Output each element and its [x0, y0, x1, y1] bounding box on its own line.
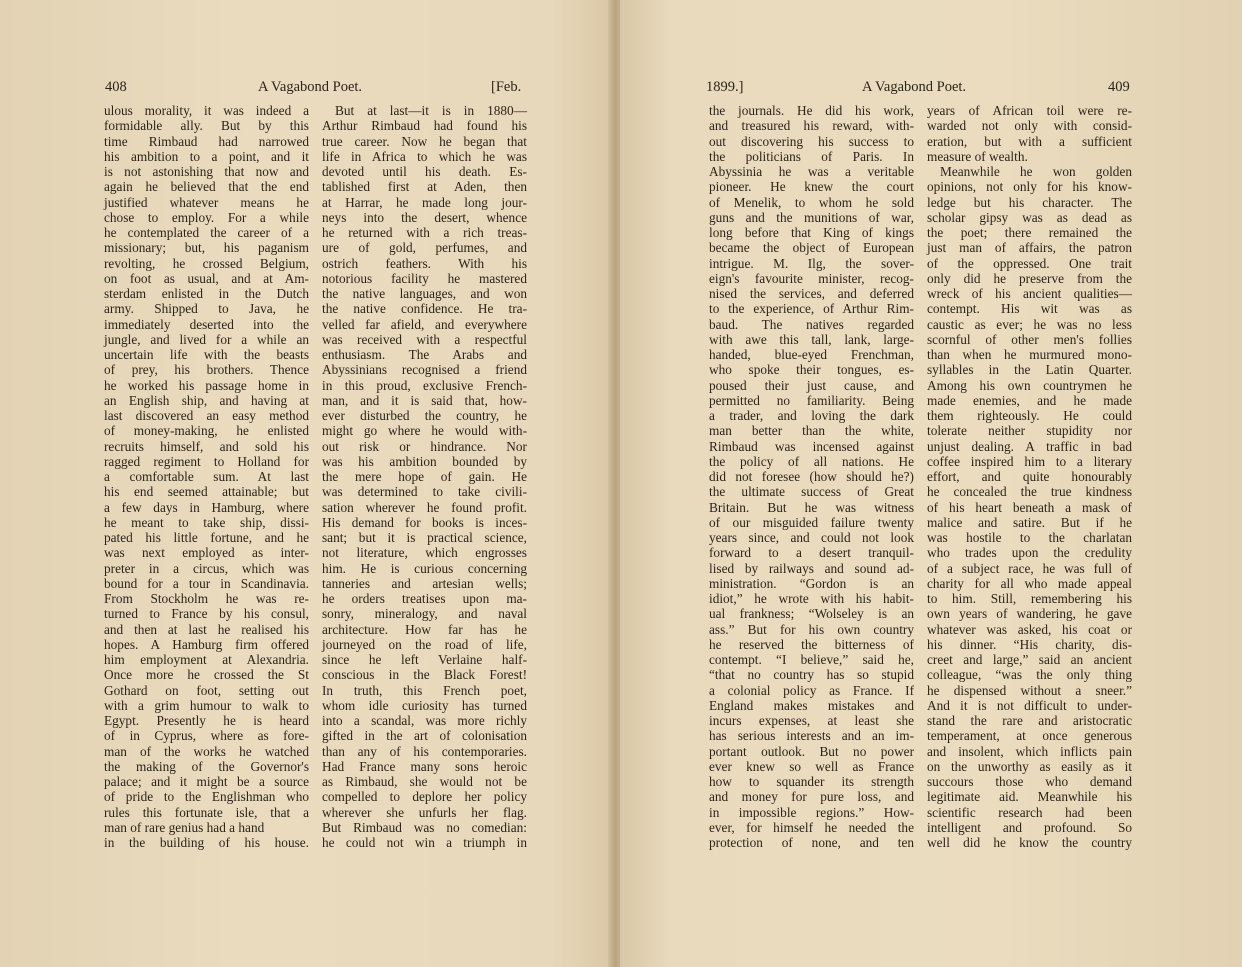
text-line: he dispensed without a sneer.” [927, 682, 1132, 698]
text-line: army. Shipped to Java, he [104, 301, 309, 317]
text-line: the native confidence. He tra- [322, 301, 527, 317]
text-line: jungle, and lived for a while an [104, 331, 309, 347]
text-line: to the experience, of Arthur Rim- [709, 301, 914, 317]
text-line: life in Africa to which he was [322, 148, 527, 164]
text-line: man of rare genius had a hand [104, 819, 265, 835]
text-line: Arthur Rimbaud had found his [322, 118, 527, 134]
text-line: revolting, he crossed Belgium, [104, 255, 309, 271]
text-line: the native languages, and won [322, 286, 527, 301]
text-line: turned to France by his consul, [104, 606, 309, 622]
text-line: is not astonishing that now and [104, 164, 309, 179]
text-line: Gothard on foot, setting out [104, 682, 309, 698]
text-line: ass.” But for his own country [709, 621, 914, 637]
text-line: Abyssinians recognised a friend [322, 362, 527, 378]
text-line: rules this fortunate isle, that a [104, 804, 309, 820]
text-line: In truth, this French poet, [322, 682, 527, 698]
text-line: intrigue. M. Ilg, the sover- [709, 255, 914, 271]
text-line: his dinner. “His charity, dis- [927, 636, 1132, 652]
text-line: has serious interests and an im- [709, 728, 914, 744]
text-line: made enemies, and he made [927, 392, 1132, 408]
text-line: the making of the Governor's [104, 758, 309, 774]
text-line: missionary; but, his paganism [104, 240, 309, 256]
text-line: whom idle curiosity has turned [322, 697, 527, 713]
text-line: was next employed as inter- [104, 545, 309, 561]
left-page [0, 0, 612, 967]
text-line: incurs expenses, at least she [709, 713, 914, 728]
text-line: to him. Still, remembering his [927, 591, 1132, 606]
text-line: of our misguided failure twenty [709, 514, 914, 530]
text-line: From Stockholm he was re- [104, 591, 309, 606]
text-line: But at last—it is in 1880— [335, 103, 527, 118]
text-line: well did he know the country [927, 835, 1132, 850]
text-line: protection of none, and ten [709, 835, 914, 850]
text-line: a few days in Hamburg, where [104, 499, 309, 515]
text-line: of his heart beneath a mask of [927, 499, 1132, 515]
text-line: bound for a tour in Scandinavia. [104, 575, 309, 591]
text-line: chose to employ. For a while [104, 209, 309, 225]
text-line: a trader, and loving the dark [709, 408, 914, 423]
text-line: architecture. How far has he [322, 621, 527, 637]
text-line: opinions, not only for his know- [927, 179, 1132, 195]
text-line: malice and satire. But if he [927, 514, 1132, 530]
text-line: he could not win a triumph in [322, 835, 527, 850]
text-line: did not foresee (how should he?) [709, 469, 914, 484]
text-line: he worked his passage home in [104, 377, 309, 393]
page-number-right: 409 [1108, 79, 1130, 95]
month-label: [Feb. [491, 79, 522, 95]
text-line: ure of gold, perfumes, and [322, 240, 527, 256]
text-line: colleague, “was the only thing [927, 667, 1132, 683]
text-line: warded not only with consid- [927, 118, 1132, 134]
text-line: was hostile to the charlatan [927, 530, 1132, 545]
text-line: the mere hope of gain. He [322, 469, 527, 484]
running-title-left: A Vagabond Poet. [258, 79, 363, 95]
text-line: since he left Verlaine half- [322, 652, 527, 667]
text-line: only did he preserve from the [927, 270, 1132, 286]
text-line: just man of affairs, the patron [927, 240, 1132, 256]
text-line: His demand for books is inces- [322, 514, 527, 530]
text-line: who spoke their tongues, es- [709, 362, 914, 378]
running-title-right: A Vagabond Poet. [862, 79, 967, 95]
text-line: into a scandal, was more richly [322, 713, 527, 728]
text-line: of money-making, he enlisted [104, 423, 309, 439]
text-line: Rimbaud was incensed against [709, 438, 914, 454]
text-line: contempt. “I believe,” said he, [709, 652, 914, 667]
text-line: recruits himself, and sold his [104, 438, 309, 454]
text-line: Britain. But he was witness [709, 499, 914, 515]
text-line: palace; and it might be a source [104, 774, 309, 789]
text-line: ostrich feathers. With his [322, 255, 527, 271]
text-line: was his ambition bounded by [322, 453, 527, 469]
left-column-1 [104, 103, 309, 850]
text-line: he concealed the true kindness [927, 484, 1132, 500]
page-number-left: 408 [105, 79, 127, 95]
text-line: was determined to take civili- [322, 484, 527, 500]
year-label: 1899.] [706, 79, 744, 95]
text-line: Had France many sons heroic [322, 758, 527, 774]
text-line: pated his little fortune, and he [104, 530, 309, 545]
text-line: handed, blue-eyed Frenchman, [709, 347, 914, 362]
text-line: his end seemed attainable; but [104, 484, 309, 500]
text-line: baud. The natives regarded [709, 316, 914, 332]
text-line: justified whatever means he [104, 194, 309, 210]
text-line: But Rimbaud was no comedian: [322, 819, 527, 835]
text-line: ulous morality, it was indeed a [104, 103, 309, 118]
text-line: him. He is curious concerning [322, 560, 527, 576]
text-line: England makes mistakes and [709, 697, 914, 713]
text-line: eration, but with a sufficient [927, 133, 1132, 149]
text-line: out risk or hindrance. Nor [322, 438, 527, 454]
text-line: sation wherever he found profit. [322, 499, 527, 515]
text-line: he orders treatises upon ma- [322, 591, 527, 606]
text-line: formidable ally. But by this [104, 118, 309, 134]
text-line: and then at last he realised his [104, 621, 309, 637]
text-line: he returned with a rich treas- [322, 225, 527, 240]
text-line: the journals. He did his work, [709, 103, 914, 118]
text-line: he reserved the bitterness of [709, 636, 914, 652]
text-line: wreck of his ancient qualities— [927, 286, 1132, 301]
text-line: portant outlook. But no power [709, 743, 914, 759]
text-line: legitimate aid. Meanwhile his [927, 789, 1132, 805]
text-line: lised by railways and sound ad- [709, 560, 914, 576]
text-line: Abyssinia he was a veritable [709, 164, 914, 179]
text-line: temperament, at once generous [927, 728, 1132, 744]
text-line: than when he murmured mono- [927, 347, 1132, 362]
text-line: intelligent and profound. So [927, 819, 1132, 835]
text-line: scholar gipsy was as dead as [927, 209, 1132, 225]
text-line: syllables in the Latin Quarter. [927, 362, 1132, 378]
text-line: on foot as usual, and at Am- [104, 270, 309, 286]
text-line: unjust dealing. A traffic in bad [927, 438, 1132, 454]
text-line: compelled to deplore her policy [322, 789, 527, 805]
text-line: hopes. A Hamburg firm offered [104, 636, 309, 652]
text-line: was received with a respectful [322, 331, 527, 347]
text-line: years of African toil were re- [927, 103, 1132, 118]
text-line: the poet; there remained the [927, 225, 1132, 240]
text-line: neys into the desert, whence [322, 209, 527, 225]
text-line: measure of wealth. [927, 148, 1028, 164]
text-line: Meanwhile he won golden [940, 164, 1132, 179]
text-line: eign's favourite minister, recog- [709, 270, 914, 286]
text-line: scientific research had been [927, 804, 1132, 820]
text-line: him employment at Alexandria. [104, 652, 309, 667]
text-line: uncertain life with the beasts [104, 347, 309, 362]
text-line: how to squander its strength [709, 774, 914, 789]
text-line: velled far afield, and everywhere [322, 316, 527, 332]
text-line: a comfortable sum. At last [104, 469, 309, 484]
text-line: Once more he crossed the St [104, 667, 309, 683]
text-line: man of the works he watched [104, 743, 309, 759]
text-line: creet and large,” said an ancient [927, 652, 1132, 667]
text-line: ual frankness; “Wolseley is an [709, 606, 914, 622]
text-line: succours those who demand [927, 774, 1132, 789]
text-line: notorious facility he mastered [322, 270, 527, 286]
text-line: man better than the white, [709, 423, 914, 439]
text-line: idiot,” he wrote with his habit- [709, 591, 914, 606]
text-line: of prey, his brothers. Thence [104, 362, 309, 378]
text-line: who trades upon the credulity [927, 545, 1132, 561]
text-line: devoted until his death. Es- [322, 164, 527, 179]
text-line: sonry, mineralogy, and naval [322, 606, 527, 622]
text-line: and money for pure loss, and [709, 789, 914, 805]
text-line: time Rimbaud had narrowed [104, 133, 309, 149]
text-line: of a subject race, he was full of [927, 560, 1132, 576]
text-line: and insolent, which inflicts pain [927, 743, 1132, 759]
text-line: ever knew so well as France [709, 758, 914, 774]
text-line: his ambition to a point, and it [104, 148, 309, 164]
text-line: tablished first at Aden, then [322, 179, 527, 195]
text-line: in the building of his house. [104, 835, 309, 850]
text-line: guns and the munitions of war, [709, 209, 914, 225]
text-line: of Menelik, to whom he sold [709, 194, 914, 210]
text-line: enthusiasm. The Arabs and [322, 347, 527, 362]
text-line: whatever was asked, his coat or [927, 621, 1132, 637]
text-line: forward to a desert tranquil- [709, 545, 914, 561]
text-line: ragged regiment to Holland for [104, 453, 309, 469]
text-line: than any of his contemporaries. [322, 743, 527, 759]
text-line: permitted no familiarity. Being [709, 392, 914, 408]
text-line: Among his own countrymen he [927, 377, 1132, 393]
text-line: poused their just cause, and [709, 377, 914, 393]
text-line: not literature, which engrosses [322, 545, 527, 561]
text-line: scornful of other men's follies [927, 331, 1132, 347]
text-line: at Harrar, he made long jour- [322, 194, 527, 210]
text-line: out discovering his success to [709, 133, 914, 149]
text-line: sant; but it is practical science, [322, 530, 527, 545]
text-line: the politicians of Paris. In [709, 148, 914, 164]
right-column-1 [709, 103, 914, 850]
text-line: “that no country has so stupid [709, 667, 914, 683]
text-line: effort, and quite honourably [927, 469, 1132, 484]
text-line: ministration. “Gordon is an [709, 575, 914, 591]
text-line: And it is not difficult to under- [927, 697, 1132, 713]
text-line: in this proud, exclusive French- [322, 377, 527, 393]
left-column-2 [322, 103, 527, 850]
text-line: ledge but his character. The [927, 194, 1132, 210]
right-column-2 [927, 103, 1132, 850]
text-line: contempt. His wit was as [927, 301, 1132, 317]
text-line: ever, for himself he needed the [709, 819, 914, 835]
text-line: of in Cyprus, where as fore- [104, 728, 309, 744]
text-line: as Rimbaud, she would not be [322, 774, 527, 789]
text-line: preter in a circus, which was [104, 560, 309, 576]
text-line: tolerate neither stupidity nor [927, 423, 1132, 439]
text-line: the policy of all nations. He [709, 453, 914, 469]
text-line: own years of wandering, he gave [927, 606, 1132, 622]
text-line: years since, and could not look [709, 530, 914, 545]
text-line: with a grim humour to walk to [104, 697, 309, 713]
text-line: ever disturbed the country, he [322, 408, 527, 423]
text-line: them righteously. He could [927, 408, 1132, 423]
text-line: stand the rare and aristocratic [927, 713, 1132, 728]
text-line: last discovered an easy method [104, 408, 309, 423]
text-line: coffee inspired him to a literary [927, 453, 1132, 469]
text-line: charity for all who made appeal [927, 575, 1132, 591]
text-line: immediately deserted into the [104, 316, 309, 332]
text-line: the ultimate success of Great [709, 484, 914, 500]
text-line: on the unworthy as easily as it [927, 758, 1132, 774]
text-line: nised the services, and deferred [709, 286, 914, 301]
text-line: Egypt. Presently he is heard [104, 713, 309, 728]
text-line: he contemplated the career of a [104, 225, 309, 240]
text-line: with awe this tall, lank, large- [709, 331, 914, 347]
text-line: conscious in the Black Forest! [322, 667, 527, 683]
text-line: caustic as ever; he was no less [927, 316, 1132, 332]
text-line: journeyed on the road of life, [322, 636, 527, 652]
text-line: he meant to take ship, dissi- [104, 514, 309, 530]
text-line: pioneer. He knew the court [709, 179, 914, 195]
right-page [620, 0, 1242, 967]
text-line: a colonial policy as France. If [709, 682, 914, 698]
text-line: true career. Now he began that [322, 133, 527, 149]
text-line: gifted in the art of colonisation [322, 728, 527, 744]
text-line: might go where he would with- [322, 423, 527, 439]
text-line: tanneries and artesian wells; [322, 575, 527, 591]
text-line: wherever she unfurls her flag. [322, 804, 527, 820]
text-line: of pride to the Englishman who [104, 789, 309, 805]
text-line: in impossible regions.” How- [709, 804, 914, 820]
text-line: man, and it is said that, how- [322, 392, 527, 408]
text-line: long before that King of kings [709, 225, 914, 240]
text-line: again he believed that the end [104, 179, 309, 195]
text-line: sterdam enlisted in the Dutch [104, 286, 309, 301]
text-line: became the object of European [709, 240, 914, 256]
text-line: and treasured his reward, with- [709, 118, 914, 134]
text-line: of the oppressed. One trait [927, 255, 1132, 271]
text-line: an English ship, and having at [104, 392, 309, 408]
